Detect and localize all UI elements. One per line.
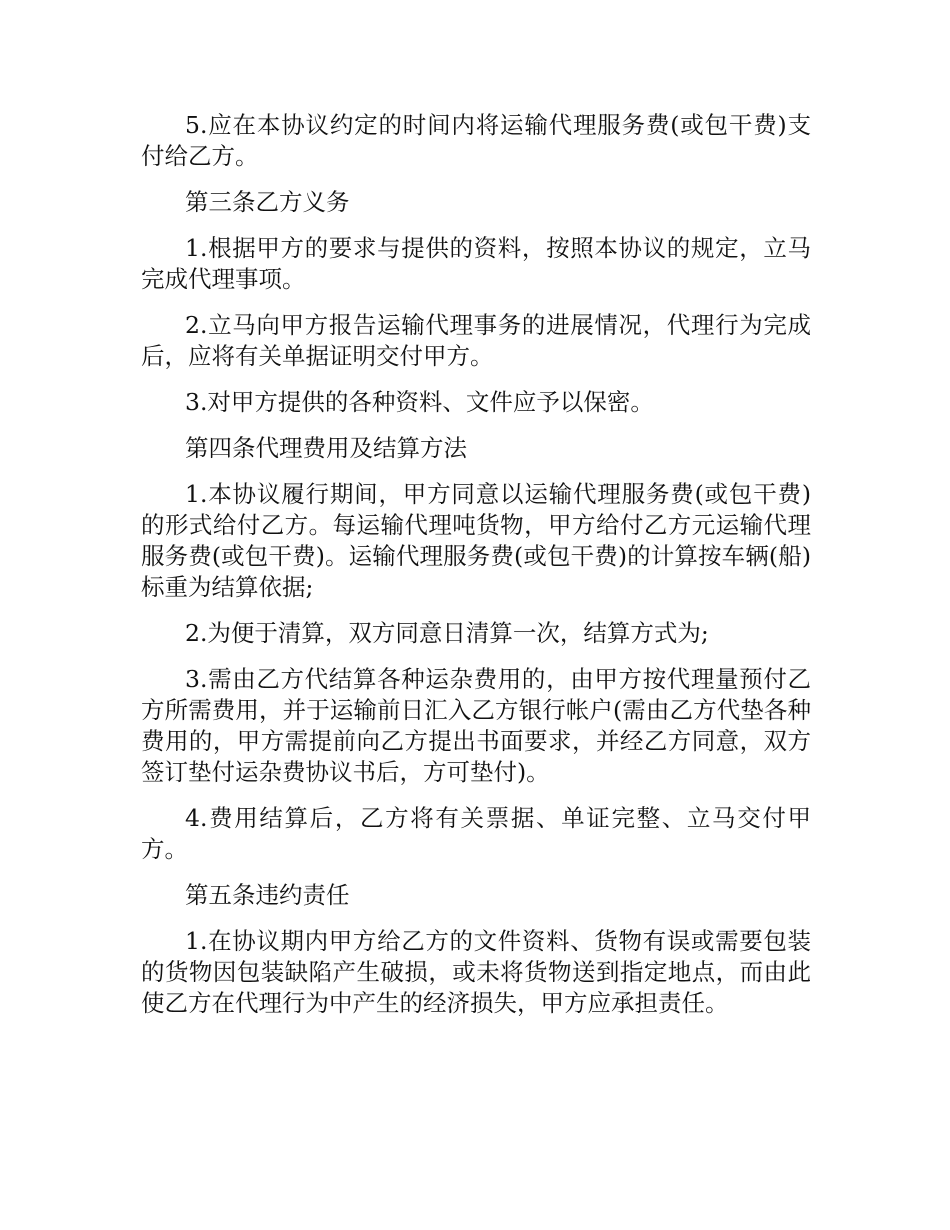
document-body <box>141 110 811 1034</box>
clause-paragraph: 3.对甲方提供的各种资料、文件应予以保密。 <box>185 388 654 416</box>
section-heading: 第四条代理费用及结算方法 <box>185 434 467 462</box>
section-heading: 第三条乙方义务 <box>185 188 350 216</box>
clause-paragraph: 1.在协议期内甲方给乙方的文件资料、货物有误或需要包装的货物因包装缺陷产生破损，或未将货物送到指定地点，而由此使乙方在代理行为中产生的经济损失，甲方应承担责任。 <box>141 927 811 1017</box>
clause-paragraph: 4.费用结算后，乙方将有关票据、单证完整、立马交付甲方。 <box>141 804 811 863</box>
clause-paragraph: 3.需由乙方代结算各种运杂费用的，由甲方按代理量预付乙方所需费用，并于运输前日汇入乙方银行帐户(需由乙方代垫各种费用的，甲方需提前向乙方提出书面要求，并经乙方同意，双方签订垫付运杂费协议书后，方可垫付)。 <box>141 665 811 786</box>
clause-paragraph: 1.根据甲方的要求与提供的资料，按照本协议的规定，立马完成代理事项。 <box>141 234 811 293</box>
section-heading: 第五条违约责任 <box>185 881 350 909</box>
clause-paragraph: 2.立马向甲方报告运输代理事务的进展情况，代理行为完成后，应将有关单据证明交付甲方。 <box>141 311 811 370</box>
clause-paragraph: 1.本协议履行期间，甲方同意以运输代理服务费(或包干费)的形式给付乙方。每运输代理吨货物，甲方给付乙方元运输代理服务费(或包干费)。运输代理服务费(或包干费)的计算按车辆(船)标重为结算依据; <box>141 480 811 601</box>
clause-paragraph: 2.为便于清算，双方同意日清算一次，结算方式为; <box>185 619 709 647</box>
clause-paragraph: 5.应在本协议约定的时间内将运输代理服务费(或包干费)支付给乙方。 <box>141 111 811 170</box>
